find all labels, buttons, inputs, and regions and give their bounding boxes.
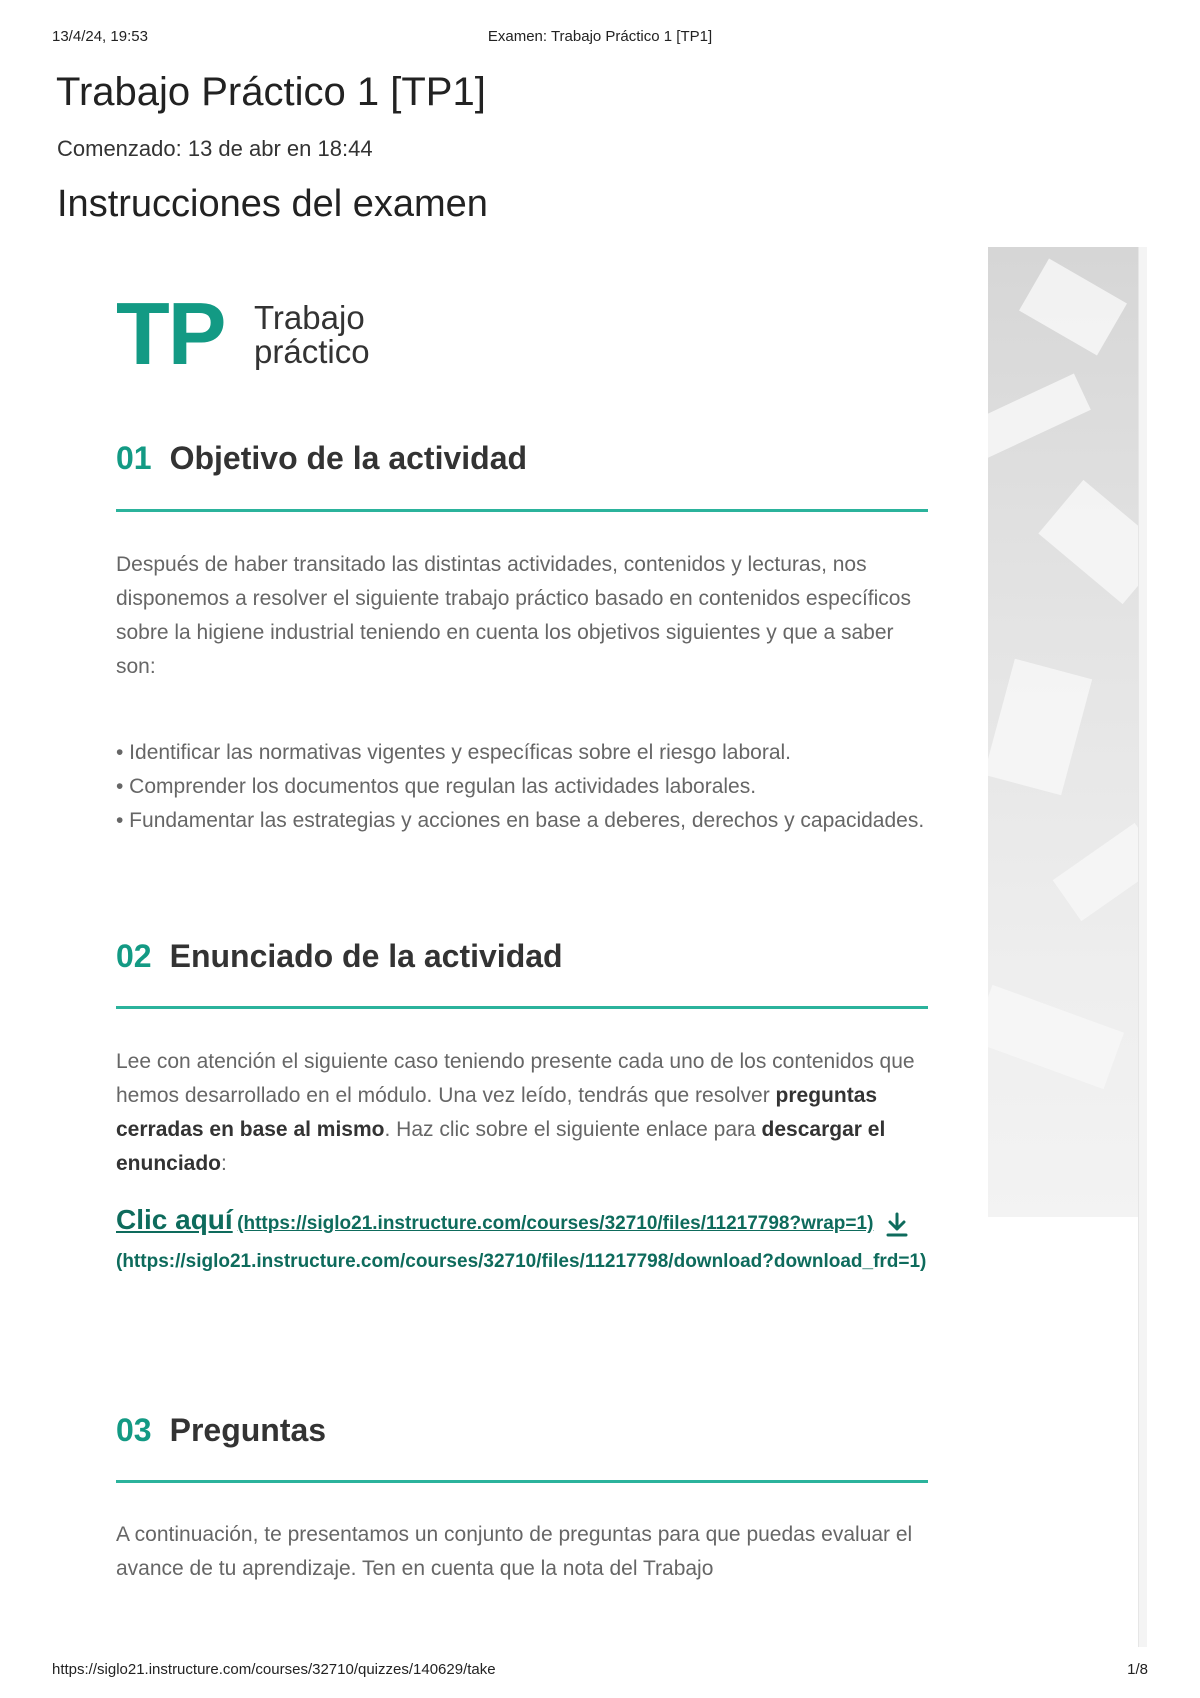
print-date: 13/4/24, 19:53 <box>52 28 148 45</box>
section-heading-objetivo <box>116 438 527 478</box>
section-title: Enunciado de la actividad <box>169 938 563 974</box>
file-url-link[interactable]: (https://siglo21.instructure.com/courses/32710/files/11217798?wrap=1) <box>237 1213 874 1234</box>
scrollbar-track[interactable] <box>1138 247 1147 1647</box>
section-divider <box>116 509 928 512</box>
list-item: • Fundamentar las estrategias y acciones en base a deberes, derechos y capacidades. <box>116 809 925 832</box>
list-item: • Comprender los documentos que regulan las actividades laborales. <box>116 775 757 798</box>
enunciado-text: . Haz clic sobre el siguiente enlace para <box>384 1118 762 1141</box>
section-divider <box>116 1006 928 1009</box>
download-arrow-icon[interactable] <box>884 1211 910 1239</box>
print-title: Examen: Trabajo Práctico 1 [TP1] <box>487 28 713 45</box>
section-title: Objetivo de la actividad <box>169 440 528 476</box>
decorative-side-image <box>988 247 1138 1217</box>
objetivo-bullets <box>116 736 936 838</box>
tp-logo-letters: TP <box>116 284 225 383</box>
tp-logo-word1: Trabajo <box>254 299 365 336</box>
section-heading-preguntas <box>116 1410 326 1450</box>
download-url-link[interactable]: (https://siglo21.instructure.com/courses/32710/files/11217798/download?download_frd=1) <box>116 1251 927 1272</box>
print-footer <box>0 1661 1200 1681</box>
enunciado-text: Lee con atención el siguiente caso teniendo presente cada uno de los contenidos que hemos desarrollado en el módulo. Una vez leído, tendrás que resolver <box>116 1050 915 1107</box>
section-number: 01 <box>116 440 152 476</box>
section-number: 03 <box>116 1412 152 1448</box>
section-number: 02 <box>116 938 152 974</box>
started-timestamp: Comenzado: 13 de abr en 18:44 <box>57 136 373 161</box>
section-title: Preguntas <box>169 1412 327 1448</box>
section-divider <box>116 1480 928 1483</box>
instructions-title: Instrucciones del examen <box>57 183 488 225</box>
download-links <box>116 1200 936 1279</box>
preguntas-paragraph: A continuación, te presentamos un conjunto de preguntas para que puedas evaluar el avance de tu aprendizaje. Ten en cuenta que la nota del Trabajo <box>116 1523 913 1580</box>
tp-logo-word2: práctico <box>254 333 370 370</box>
page-number: 1/8 <box>1127 1661 1148 1678</box>
enunciado-paragraph <box>116 1045 936 1181</box>
section-heading-enunciado <box>116 936 563 976</box>
objetivo-paragraph: Después de haber transitado las distintas actividades, contenidos y lecturas, nos disponemos a resolver el siguiente trabajo práctico basado en contenidos específicos sobre la higiene industrial teniendo en cuenta los objetivos siguientes y que a saber son: <box>116 553 911 678</box>
print-url: https://siglo21.instructure.com/courses/32710/quizzes/140629/take <box>52 1661 496 1678</box>
enunciado-bold-text: preguntas cerradas en base al mismo <box>116 1084 878 1141</box>
clic-aqui-link[interactable]: Clic aquí <box>116 1204 233 1235</box>
quiz-title: Trabajo Práctico 1 [TP1] <box>56 70 486 114</box>
list-item: • Identificar las normativas vigentes y específicas sobre el riesgo laboral. <box>116 741 792 764</box>
print-header <box>0 28 1200 48</box>
enunciado-bold-text: descargar el enunciado <box>116 1118 886 1175</box>
enunciado-text: : <box>221 1152 227 1175</box>
